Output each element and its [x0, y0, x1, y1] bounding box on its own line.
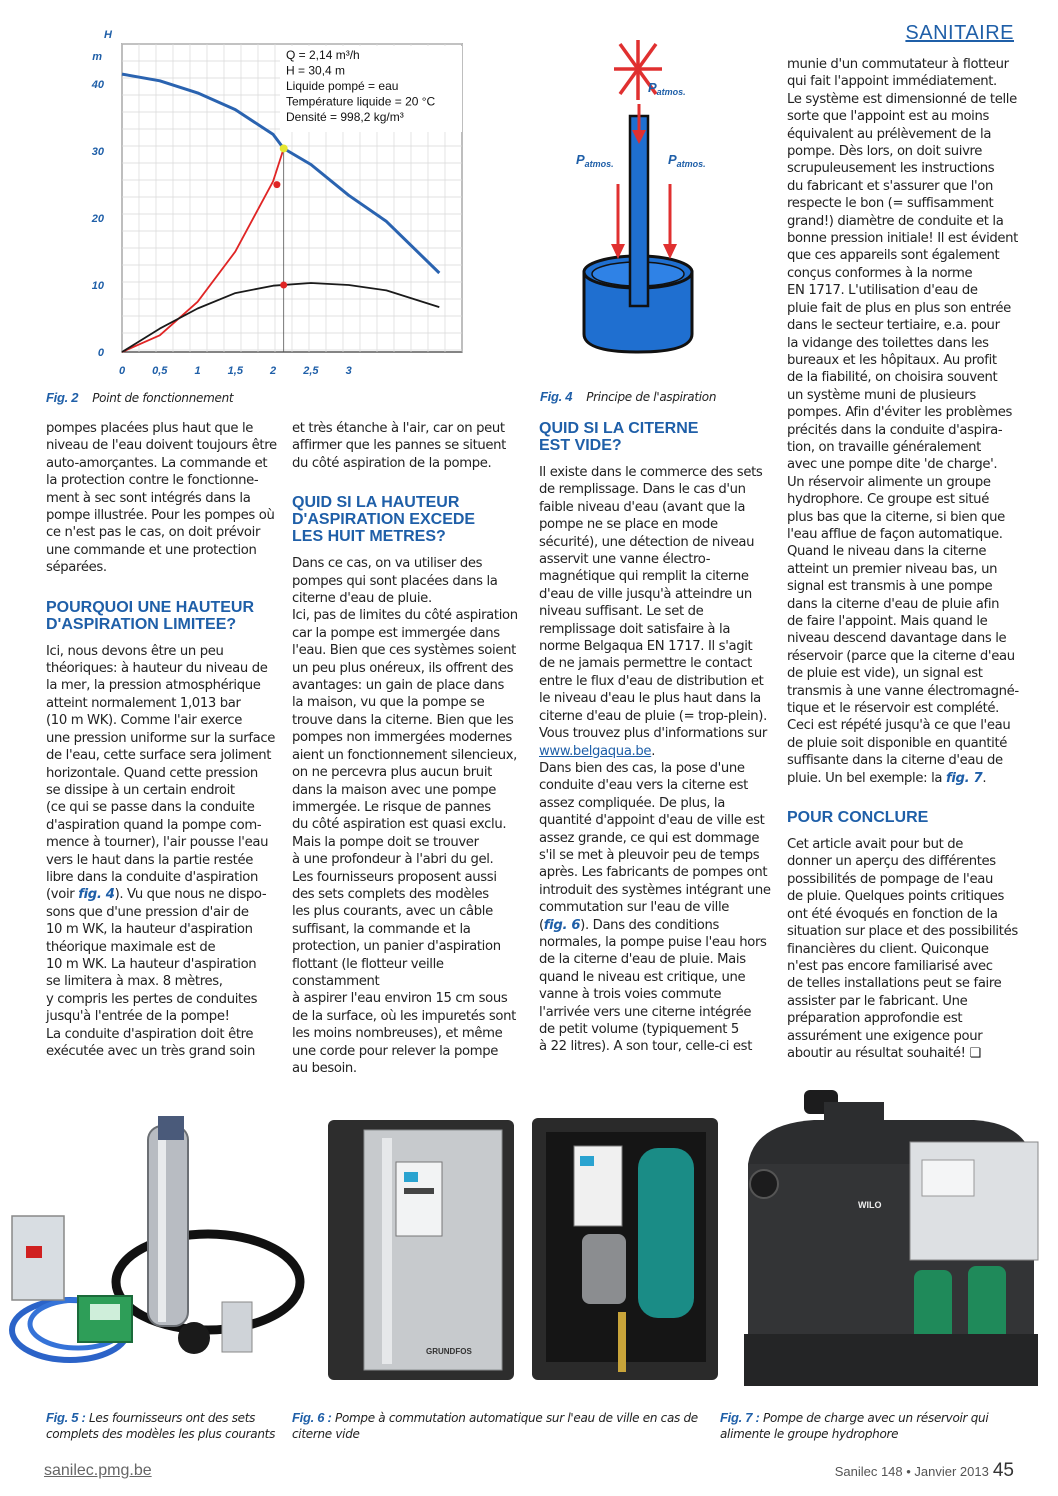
y-tick-label: 10: [91, 280, 104, 293]
fig2-caption: [46, 390, 233, 406]
x-tick-label: 2,5: [303, 365, 319, 377]
column-4: [787, 56, 1019, 1062]
x-tick-label: 2: [270, 365, 277, 377]
fig5-number: Fig. 5 :: [46, 1410, 86, 1425]
fig6-grundfos-photos: [318, 1112, 726, 1396]
y-tick-label: 30: [91, 146, 104, 159]
col2-paragraph-1: et très étanche à l'air, car on peut affirmer que les pannes se situent du côté aspiration de la pompe.: [292, 421, 506, 471]
footer-website[interactable]: sanilec.pmg.be: [44, 1462, 152, 1479]
pump-curve-chart: [40, 24, 470, 380]
fig4-number: Fig. 4: [540, 389, 573, 404]
column-1: [46, 420, 278, 1060]
info-line: H = 30,4 m: [286, 63, 346, 78]
fig6-caption-text: Pompe à commutation automatique sur l'eau de ville en cas de citerne vide: [292, 1411, 698, 1441]
operating-point: [280, 144, 288, 152]
fig5-caption: [46, 1410, 276, 1442]
fig7-caption: [720, 1410, 1010, 1442]
col2-heading: QUID SI LA HAUTEUR D'ASPIRATION EXCEDE LES HUIT METRES?: [292, 494, 476, 546]
x-tick-label: 1: [194, 365, 201, 377]
p-atmos-left: $P_{atmos.}$: [576, 152, 614, 169]
fig6-number: Fig. 6 :: [292, 1410, 332, 1425]
fig7-wilo-tank-photo: [734, 1084, 1048, 1396]
col4-paragraph-1: munie d'un commutateur à flotteur qui fait l'appoint immédiatement. Le système est dimensionné de telle sorte que l'appoint est au moins équivalent au prélèvement de la pompe. Dès lors, on doit suivre scrupuleusement les instructions du fabricant et s'assurer que l'on respecte le bon (= suffisamment grand!) diamètre de conduite et la bonne pression initiale! Il est évident que ces appareils sont également conçus conformes à la norme EN 1717. L'utilisation d'eau de pluie fait de plus en plus son entrée dans le secteur tertiaire, e.a. pour la vidange des toilettes dans les bureaux et les hôpitaux. Au profit de la fiabilité, on choisira souvent un système muni de plusieurs pompes. Afin d'éviter les problèmes précités dans la conduite d'aspira- tion, on travaille généralement avec une pompe dite 'de charge'. Un réservoir alimente un groupe hydrophore. Ce groupe est situé plus bas que la citerne, si bien que l'eau afflue de façon automatique. Quand le niveau dans la citerne atteint un premier niveau bas, un signal est transmis à une pompe dans la citerne d'eau de pluie afin de faire l'appoint. Mais quand le niveau descend davantage dans le réservoir (parce que la citerne d'eau de pluie est vide), un signal est transmis à une vanne électromagné- tique et le réservoir est complété. Ceci est répété jusqu'à ce que l'eau de pluie soit disponible en quantité suffisante dans la citerne d'eau de pluie. Un bel exemple: la fig. 7.: [787, 57, 1019, 786]
info-line: Q = 2,14 m³/h: [286, 48, 360, 62]
col2-paragraph-2: Dans ce cas, on va utiliser des pompes qui sont placées dans la citerne d'eau de pluie. Ici, pas de limites du côté aspiration car la pompe est immergée dans l'eau. Bien que ces systèmes soient un peu plus onéreux, ils offrent des avantages: un gain de place dans la maison, vu que la pompe se trouve dans la citerne. Bien que les pompes non immergées modernes aient un fonctionnement silencieux, on ne percevra plus aucun bruit dans la maison avec une pompe immergée. Le risque de pannes du côté aspiration est quasi exclu. Mais la pompe doit se trouver à une profondeur à l'abri du gel. Les fournisseurs proposent aussi des sets complets des modèles les plus courants, avec un câble suffisant, la commande et la protection, un panier d'aspiration flottant (le flotteur veille constamment à aspirer l'eau environ 15 cm sous de la surface, où les impuretés sont les moins nombreuses), et même une corde pour relever la pompe au besoin.: [292, 556, 518, 1076]
belgaqua-link[interactable]: www.belgaqua.be: [539, 743, 652, 759]
fig7-reference: fig. 7: [945, 770, 983, 786]
column-2: [292, 420, 524, 1077]
y-tick-label: 40: [91, 79, 104, 92]
column-3: [539, 420, 771, 1056]
suction-principle-diagram: [548, 34, 758, 374]
y-axis-label: H: [104, 29, 112, 41]
col3-heading: QUID SI LA CITERNE EST VIDE?: [539, 420, 699, 454]
fig6-caption: [292, 1410, 702, 1442]
y-axis-label: m: [92, 51, 102, 63]
fig5-pump-set-photo: [8, 1112, 308, 1396]
fig7-caption-text: Pompe de charge avec un réservoir qui alimente le groupe hydrophore: [720, 1411, 989, 1441]
col3-paragraph-1: Il existe dans le commerce des sets de remplissage. Dans le cas d'un faible niveau d'eau (avant que la pompe ne se place en mode sécurité), une détection de niveau asservit une vanne électro- magnétique qui remplit la citerne d'eau de ville jusqu'à atteindre un niveau suffisant. Le set de remplissage doit satisfaire à la norme Belgaqua EN 1717. Il s'agit de ne jamais permettre le contact entre le flux d'eau de distribution et le niveau d'eau le plus haut dans la citerne d'eau de pluie (= trop-plein). Vous trouvez plus d'informations sur www.belgaqua.be. Dans bien des cas, la pose d'une conduite d'eau vers la citerne est assez compliquée. De plus, la quantité d'appoint d'eau de ville est assez grande, ce qui est dommage s'il se met à pleuvoir peu de temps après. Les fabricants de pompes ont introduit des systèmes intégrant une commutation sur l'eau de ville (fig. 6). Dans des conditions normales, la pompe puise l'eau hors de la citerne d'eau de pluie. Mais quand le niveau est critique, une vanne à trois voies commute l'arrivée vers une citerne intégrée de petit volume (typiquement 5 à 22 litres). A son tour, celle-ci est: [539, 465, 771, 1055]
y-tick-label: 0: [97, 347, 104, 359]
col1-heading: POURQUOI UNE HAUTEUR D'ASPIRATION LIMITEE?: [46, 598, 255, 633]
info-line: Liquide pompé = eau: [286, 79, 399, 93]
section-title: SANITAIRE: [905, 22, 1014, 44]
p-atmos-top: $P_{atmos.}$: [648, 80, 686, 97]
fig2-caption-text: Point de fonctionnement: [92, 391, 234, 405]
fig4-caption-text: Principe de l'aspiration: [586, 390, 717, 404]
marker-1: [280, 282, 287, 289]
x-tick-label: 3: [345, 365, 352, 377]
info-line: Température liquide = 20 °C: [286, 94, 436, 109]
footer-issue: [835, 1460, 1014, 1482]
wilo-logo: WILO: [858, 1200, 882, 1210]
fig7-number: Fig. 7 :: [720, 1410, 760, 1425]
x-tick-label: 0: [118, 365, 126, 377]
fig5-caption-text: Les fournisseurs ont des sets complets des modèles les plus courants: [46, 1411, 276, 1441]
fig6-reference: fig. 6: [543, 917, 581, 933]
fig4-reference: fig. 4: [78, 887, 115, 903]
x-tick-label: 1,5: [227, 365, 243, 377]
p-atmos-right: $P_{atmos.}$: [668, 152, 706, 169]
y-tick-label: 20: [91, 213, 104, 226]
grundfos-logo: GRUNDFOS: [426, 1347, 472, 1356]
x-tick-label: 0,5: [152, 365, 168, 377]
page-number: 45: [992, 1460, 1014, 1481]
col1-paragraph-2: Ici, nous devons être un peu théoriques: à hauteur du niveau de la mer, la pression atmosphérique atteint normalement 1,013 bar (10 m WK). Comme l'air exerce une pression uniforme sur la surface de l'eau, cette surface sera joliment horizontale. Quand cette pression se dissipe à un certain endroit (ce qui se passe dans la conduite d'aspiration quand la pompe com- mence à tourner), l'air pousse l'eau vers le haut dans la partie restée libre dans la conduite d'aspiration (voir fig. 4). Vu que nous ne dispo- sons que d'une pression d'air de 10 m WK, la hauteur d'aspiration théorique maximale est de 10 m WK. La hauteur d'aspiration se limitera à max. 8 mètres, y compris les pertes de conduites jusqu'à l'entrée de la pompe! La conduite d'aspiration doit être exécutée avec un très grand soin: [46, 643, 276, 1059]
col4-heading: POUR CONCLURE: [787, 809, 929, 827]
fig4-caption: [540, 389, 716, 405]
marker-0: [273, 181, 280, 188]
col4-paragraph-2: Cet article avait pour but de donner un aperçu des différentes possibilités de pompage de l'eau de pluie. Quelques points critiques ont été évoqués en fonction de la situation sur place et des possibilités financières du client. Quiconque n'est pas encore familiarisé avec de telles installations peut se faire assister par le fabricant. Une préparation approfondie est assurément une exigence pour aboutir au résultat souhaité! ❏: [787, 837, 1018, 1061]
info-line: Densité = 998,2 kg/m³: [286, 110, 404, 124]
col1-paragraph-1: pompes placées plus haut que le niveau de l'eau doivent toujours être auto-amorçantes. La commande et la protection contre le fonctionne- ment à sec sont intégrés dans la pompe illustrée. Pour les pompes où ce n'est pas le cas, on doit prévoir une commande et une protection séparées.: [46, 421, 277, 576]
fig2-number: Fig. 2: [46, 390, 79, 405]
footer-issue-text: Sanilec 148 • Janvier 2013: [834, 1464, 989, 1479]
